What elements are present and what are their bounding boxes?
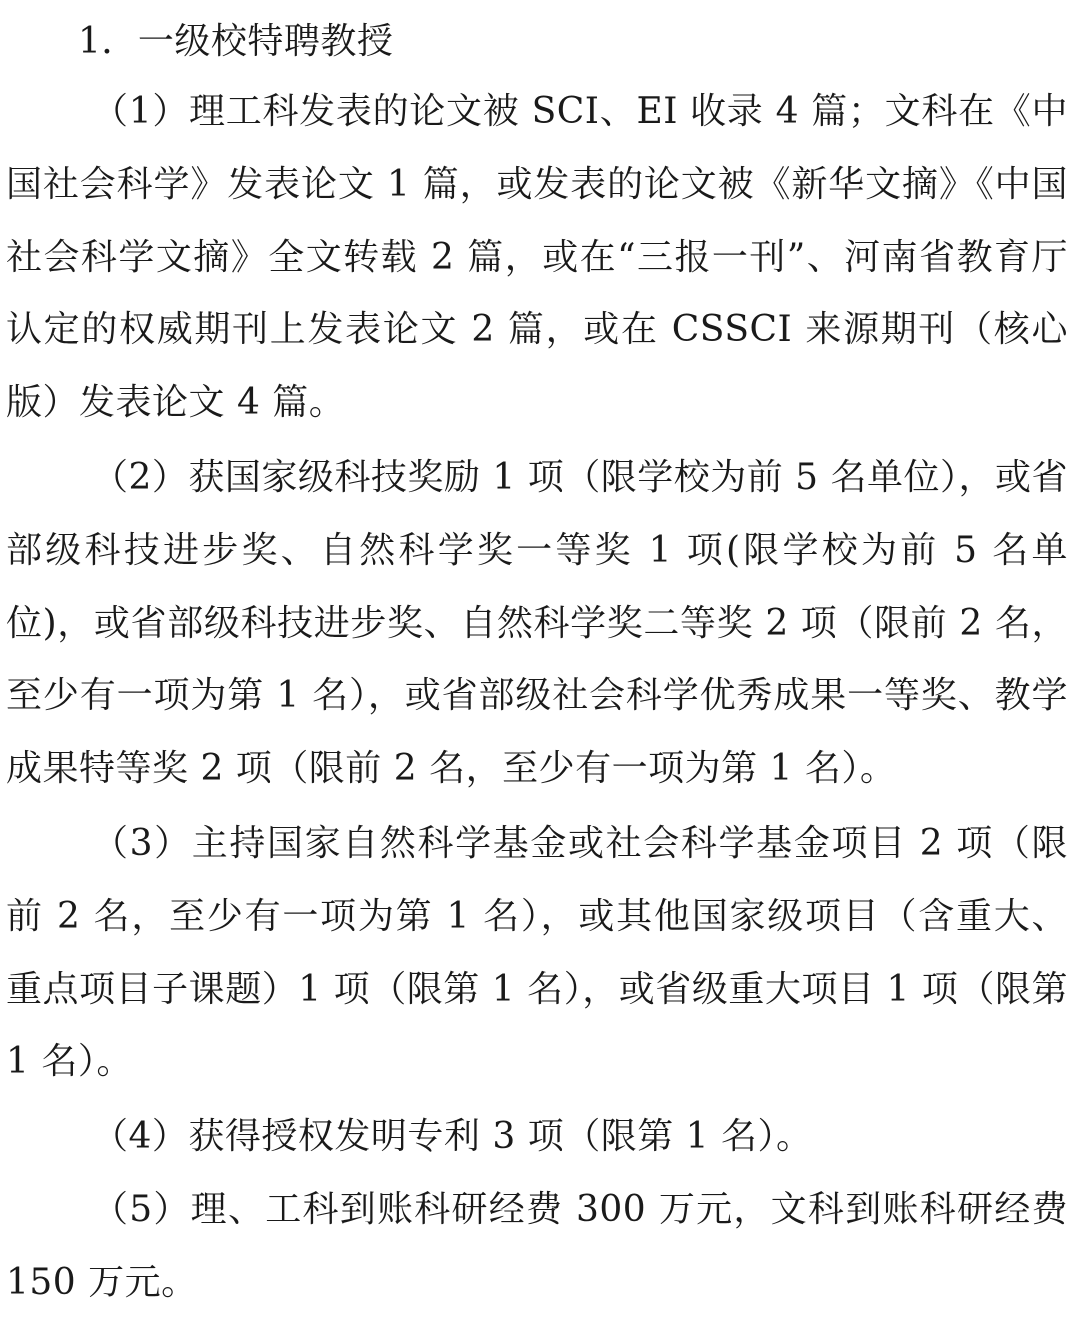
criterion-paragraph-1: （1）理工科发表的论文被 SCI、EI 收录 4 篇；文科在《中国社会科学》发表论文 1 篇，或发表的论文被《新华文摘》《中国社会科学文摘》全文转载 2 篇，或在“三报一刊”、河南省教育厅认定的权威期刊上发表论文 2 篇，或在 CSSCI 来源期刊（核心版）发表论文 4 篇。 — [6, 91, 1068, 424]
criterion-paragraph-3: （3）主持国家自然科学基金或社会科学基金项目 2 项（限前 2 名，至少有一项为第 1 名），或其他国家级项目（含重大、重点项目子课题）1 项（限第 1 名），或省级重大项目 1 项（限第 1 名）。 — [6, 822, 1068, 1083]
criterion-paragraph-4: （4）获得授权发明专利 3 项（限第 1 名）。 — [92, 1116, 813, 1158]
criterion-paragraph-5: （5）理、工科到账科研经费 300 万元，文科到账科研经费 150 万元。 — [6, 1188, 1068, 1303]
section-heading: 1．一级校特聘教授 — [78, 21, 394, 62]
criterion-paragraph-2: （2）获国家级科技奖励 1 项（限学校为前 5 名单位），或省部级科技进步奖、自然科学奖一等奖 1 项(限学校为前 5 名单位)，或省部级科技进步奖、自然科学奖二等奖 2 项（限前 2 名，至少有一项为第 1 名），或省部级社会科学优秀成果一等奖、教学成果特等奖 2 项（限前 2 名，至少有一项为第 1 名）。 — [6, 456, 1068, 790]
